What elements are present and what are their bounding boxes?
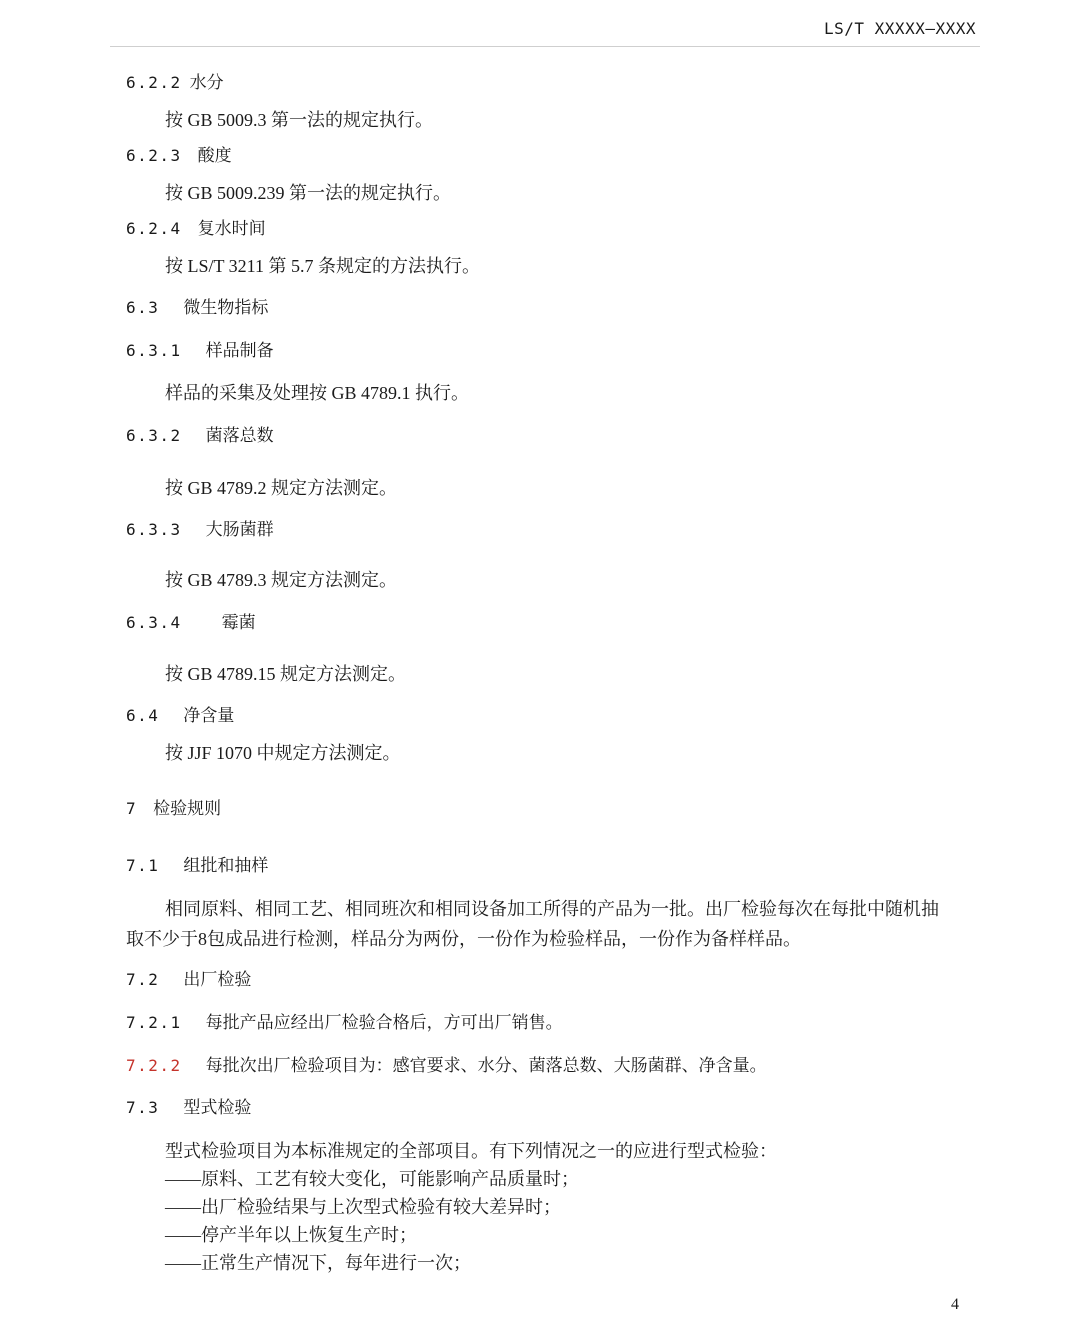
list-item: ——出厂检验结果与上次型式检验有较大差异时； — [165, 1197, 561, 1217]
standard-code-header: LS/T XXXXX—XXXX — [824, 19, 976, 38]
heading-6-4 — [126, 702, 234, 730]
heading-6-3-2 — [126, 422, 274, 450]
heading-6-2-4 — [126, 215, 266, 243]
section-number-highlighted: 7.2.2 — [126, 1056, 182, 1075]
section-title: 出厂检验 — [183, 970, 252, 990]
list-item: ——原料、工艺有较大变化，可能影响产品质量时； — [165, 1169, 579, 1189]
section-number: 6.4 — [126, 706, 160, 725]
section-title: 样品制备 — [205, 341, 274, 361]
section-title: 复水时间 — [197, 219, 266, 239]
heading-6-2-3 — [126, 142, 232, 170]
heading-6-3-3 — [126, 516, 274, 544]
header-rule — [110, 46, 980, 47]
section-title: 酸度 — [197, 146, 232, 166]
heading-7-1 — [126, 852, 268, 880]
paragraph-7-1-line-1: 相同原料、相同工艺、相同班次和相同设备加工所得的产品为一批。出厂检验每次在每批中随机抽 — [165, 899, 939, 919]
clause-7-2-1 — [126, 1009, 563, 1037]
section-title: 菌落总数 — [205, 426, 274, 446]
heading-7 — [126, 795, 221, 823]
clause-7-2-2 — [126, 1052, 767, 1080]
section-title: 水分 — [189, 73, 224, 93]
heading-6-2-2 — [126, 69, 224, 97]
section-title: 净含量 — [183, 706, 235, 726]
section-number: 7 — [126, 799, 138, 818]
section-number: 6.3.1 — [126, 341, 182, 360]
section-number: 7.2.1 — [126, 1013, 182, 1032]
section-number: 6.3 — [126, 298, 160, 317]
section-title: 微生物指标 — [183, 298, 269, 318]
clause-text: 每批产品应经出厂检验合格后，方可出厂销售。 — [205, 1013, 563, 1033]
paragraph-6-2-2: 按 GB 5009.3 第一法的规定执行。 — [165, 110, 434, 130]
paragraph-6-3-1: 样品的采集及处理按 GB 4789.1 执行。 — [165, 383, 470, 403]
paragraph-7-3-intro: 型式检验项目为本标准规定的全部项目。有下列情况之一的应进行型式检验： — [165, 1141, 777, 1161]
heading-6-3-4 — [126, 609, 256, 637]
paragraph-7-1-line-2: 取不少于8包成品进行检测，样品分为两份，一份作为检验样品，一份作为备样样品。 — [126, 929, 801, 949]
section-number: 7.1 — [126, 856, 160, 875]
section-number: 6.2.4 — [126, 219, 182, 238]
heading-7-2 — [126, 966, 251, 994]
paragraph-6-3-4: 按 GB 4789.15 规定方法测定。 — [165, 664, 407, 684]
section-number: 6.2.3 — [126, 146, 182, 165]
heading-6-3-1 — [126, 337, 274, 365]
list-item: ——停产半年以上恢复生产时； — [165, 1225, 417, 1245]
section-number: 6.3.4 — [126, 613, 182, 632]
section-number: 7.2 — [126, 970, 160, 989]
paragraph-6-3-2: 按 GB 4789.2 规定方法测定。 — [165, 478, 398, 498]
paragraph-6-4: 按 JJF 1070 中规定方法测定。 — [165, 743, 401, 763]
section-title: 检验规则 — [153, 799, 222, 819]
section-number: 6.3.3 — [126, 520, 182, 539]
section-title: 型式检验 — [183, 1098, 252, 1118]
section-number: 7.3 — [126, 1098, 160, 1117]
paragraph-6-2-3: 按 GB 5009.239 第一法的规定执行。 — [165, 183, 452, 203]
section-title: 霉菌 — [221, 613, 256, 633]
clause-text: 每批次出厂检验项目为：感官要求、水分、菌落总数、大肠菌群、净含量。 — [205, 1056, 767, 1076]
page-number: 4 — [951, 1296, 959, 1313]
section-number: 6.3.2 — [126, 426, 182, 445]
heading-6-3 — [126, 294, 268, 322]
section-title: 大肠菌群 — [205, 520, 274, 540]
paragraph-6-2-4: 按 LS/T 3211 第 5.7 条规定的方法执行。 — [165, 256, 481, 276]
paragraph-6-3-3: 按 GB 4789.3 规定方法测定。 — [165, 570, 398, 590]
heading-7-3 — [126, 1094, 251, 1122]
list-item: ——正常生产情况下，每年进行一次； — [165, 1253, 471, 1273]
section-number: 6.2.2 — [126, 73, 182, 92]
section-title: 组批和抽样 — [183, 856, 269, 876]
